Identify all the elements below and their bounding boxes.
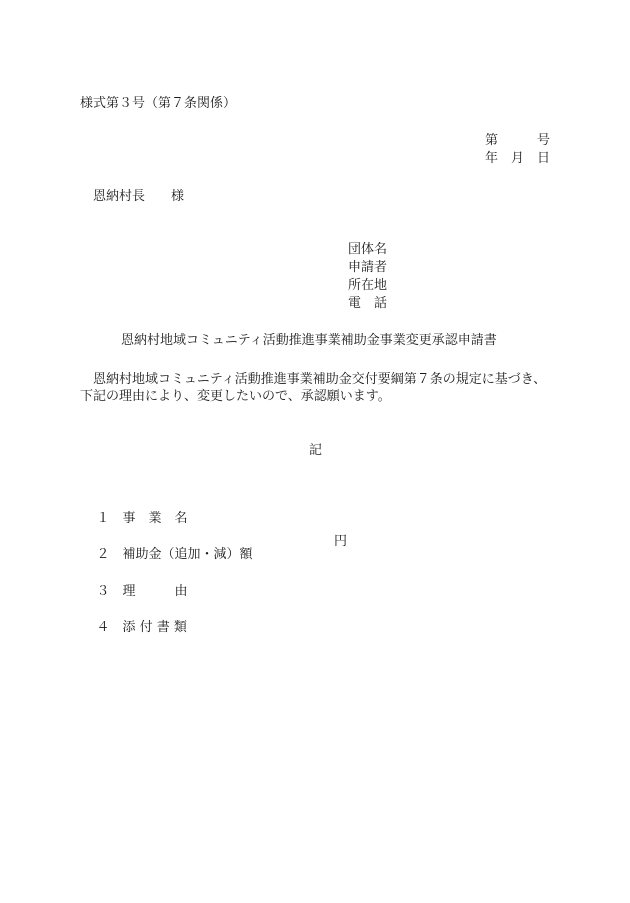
yen-unit: 円 bbox=[334, 534, 348, 549]
phone-label: 電 話 bbox=[348, 296, 388, 311]
form-number: 様式第３号（第７条関係） bbox=[80, 96, 237, 111]
item-label: 添 付 書 類 bbox=[122, 620, 187, 635]
document-number-field: 第 号 bbox=[485, 133, 551, 148]
item-label: 理 由 bbox=[122, 584, 188, 599]
item-label: 補助金（追加・減）額 bbox=[122, 547, 253, 562]
list-item-subsidy-amount bbox=[80, 535, 253, 574]
ki-heading: 記 bbox=[309, 443, 323, 458]
list-item-attachments bbox=[80, 608, 187, 647]
address-label: 所在地 bbox=[348, 278, 388, 293]
item-number: １ bbox=[96, 511, 110, 526]
item-number: ３ bbox=[96, 584, 110, 599]
addressee: 恩納村長 様 bbox=[93, 189, 185, 204]
item-number: ２ bbox=[96, 547, 110, 562]
item-label: 事 業 名 bbox=[122, 511, 188, 526]
body-text-line-1: 恩納村地域コミュニティ活動推進事業補助金交付要綱第７条の規定に基づき、 bbox=[80, 372, 547, 387]
document-title: 恩納村地域コミュニティ活動推進事業補助金事業変更承認申請書 bbox=[121, 333, 497, 348]
body-text-line-2: 下記の理由により、変更したいので、承認願います。 bbox=[80, 389, 391, 404]
org-name-label: 団体名 bbox=[348, 242, 388, 257]
list-item-reason bbox=[80, 572, 188, 611]
item-number: ４ bbox=[96, 620, 110, 635]
applicant-label: 申請者 bbox=[348, 260, 388, 275]
list-item-project-name bbox=[80, 499, 188, 538]
date-field: 年 月 日 bbox=[485, 151, 551, 166]
